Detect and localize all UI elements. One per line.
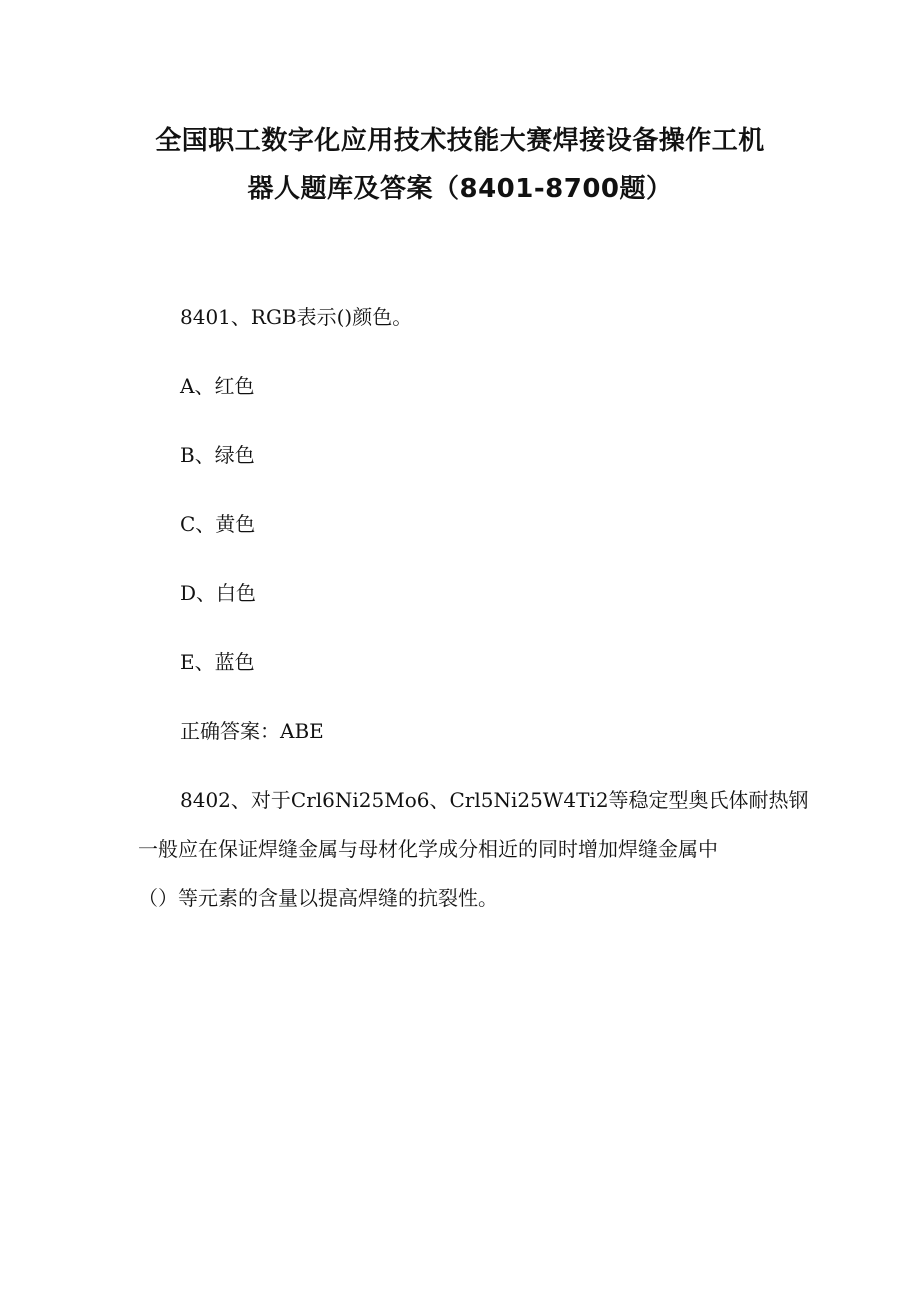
correct-answer: 正确答案：ABE <box>180 719 324 743</box>
option-c: C、黄色 <box>180 512 256 536</box>
question-8401-text: 8401、RGB表示()颜色。 <box>180 305 413 329</box>
document-title-line-2: 器人题库及答案（8401-8700题） <box>247 174 673 204</box>
option-d: D、白色 <box>180 581 257 605</box>
question-8402-line-3: （）等元素的含量以提高焊缝的抗裂性。 <box>138 886 498 910</box>
question-8402-line-2: 一般应在保证焊缝金属与母材化学成分相近的同时增加焊缝金属中 <box>138 837 718 861</box>
question-8402-line-1: 8402、对于Crl6Ni25Mo6、Crl5Ni25W4Ti2等稳定型奥氏体耐热钢 <box>180 788 809 812</box>
document-title-line-1: 全国职工数字化应用技术技能大赛焊接设备操作工机 <box>155 126 765 156</box>
option-a: A、红色 <box>180 374 255 398</box>
option-b: B、绿色 <box>180 443 255 467</box>
option-e: E、蓝色 <box>180 650 255 674</box>
